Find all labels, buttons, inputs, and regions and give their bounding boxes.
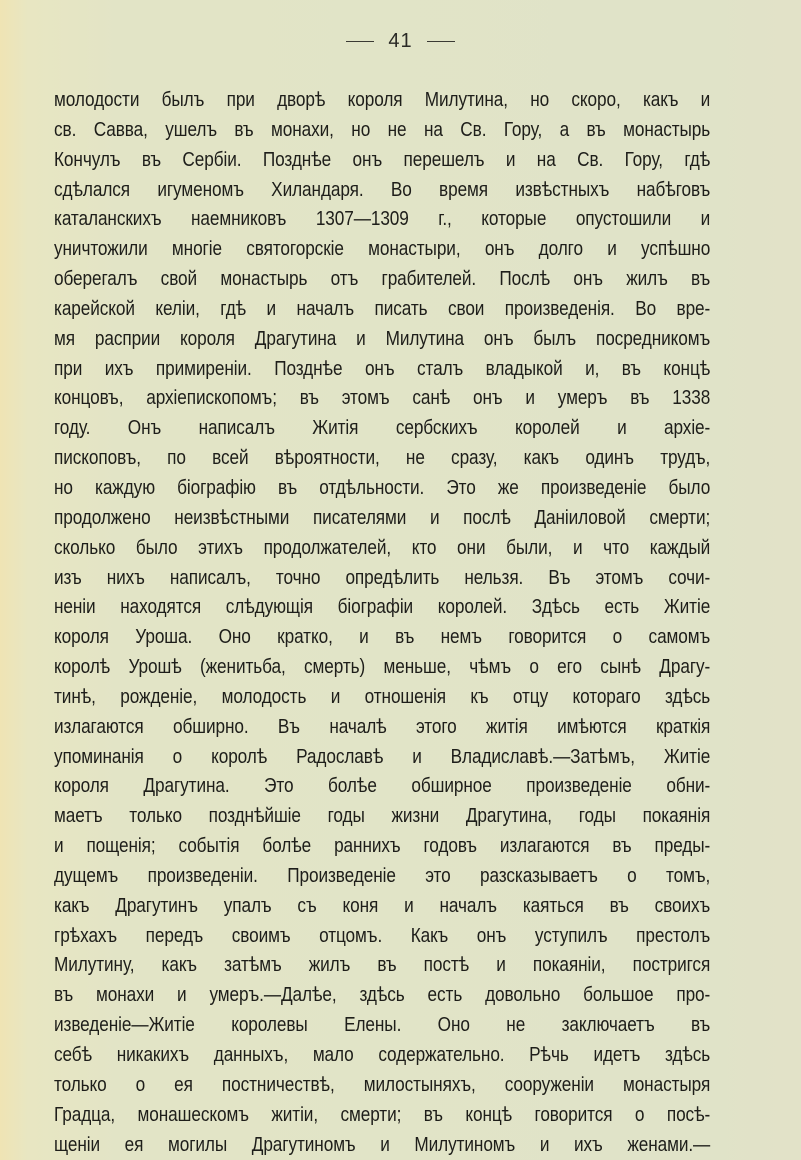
page-number: 41	[388, 30, 413, 52]
text-line: короля Уроша. Оно кратко, и въ немъ говорится о самомъ	[54, 626, 711, 649]
text-line: упоминанія о королѣ Радославѣ и Владиславѣ.—Затѣмъ, Житіе	[54, 745, 711, 768]
text-line: щеніи ея могилы Драгутиномъ и Милутиномъ и ихъ женами.—	[54, 1133, 711, 1156]
left-dash	[346, 41, 374, 43]
text-line: пископовъ, по всей вѣроятности, не сразу, какъ одинъ трудъ,	[54, 447, 711, 470]
text-line: карейской келіи, гдѣ и началъ писать свои произведенія. Во вре-	[54, 297, 711, 320]
text-line: тинѣ, рожденіе, молодость и отношенія къ отцу котораго здѣсь	[54, 685, 711, 708]
text-line: молодости былъ при дворѣ короля Милутина, но скоро, какъ и	[54, 89, 711, 111]
text-line: уничтожили многіе святогорскіе монастыри, онъ долго и успѣшно	[54, 238, 711, 261]
text-line: какъ Драгутинъ упалъ съ коня и началъ каяться въ своихъ	[54, 894, 711, 917]
text-line: маетъ только позднѣйшіе годы жизни Драгутина, годы покаянія	[54, 805, 711, 828]
text-line: излагаются обширно. Въ началѣ этого житія имѣются краткія	[54, 715, 711, 738]
text-line: неніи находятся слѣдующія біографіи королей. Здѣсь есть Житіе	[54, 596, 711, 619]
text-line: продолжено неизвѣстными писателями и послѣ Даніиловой смерти;	[54, 506, 711, 529]
text-line: но каждую біографію въ отдѣльности. Это же произведеніе было	[54, 476, 711, 499]
text-line: году. Онъ написалъ Житія сербскихъ королей и архіе-	[54, 417, 711, 440]
right-dash	[427, 41, 455, 43]
text-line: св. Савва, ушелъ въ монахи, но не на Св. Гору, а въ монастырь	[54, 118, 711, 141]
text-line: оберегалъ свой монастырь отъ грабителей. Послѣ онъ жилъ въ	[54, 268, 711, 291]
text-line: Кончулъ въ Сербіи. Позднѣе онъ перешелъ и на Св. Гору, гдѣ	[54, 148, 711, 171]
text-line: сколько было этихъ продолжателей, кто они были, и что каждый	[54, 536, 711, 559]
text-line: при ихъ примиреніи. Позднѣе онъ сталъ владыкой и, въ концѣ	[54, 357, 711, 380]
text-line: мя расприи короля Драгутина и Милутина онъ былъ посредникомъ	[54, 327, 711, 350]
text-line: и пощенія; событія болѣе раннихъ годовъ излагаются въ преды-	[54, 835, 711, 858]
text-line: только о ея постничествѣ, милостыняхъ, сооруженіи монастыря	[54, 1073, 711, 1096]
text-line: грѣхахъ передъ своимъ отцомъ. Какъ онъ уступилъ престолъ	[54, 924, 711, 947]
text-line: изведеніе—Житіе королевы Елены. Оно не заключаетъ въ	[54, 1014, 711, 1037]
text-line: каталанскихъ наемниковъ 1307—1309 г., которые опустошили и	[54, 208, 711, 231]
text-line: короля Драгутина. Это болѣе обширное произведеніе обни-	[54, 775, 711, 798]
text-line: концовъ, архіепископомъ; въ этомъ санѣ онъ и умеръ въ 1338	[54, 387, 711, 410]
text-line: изъ нихъ написалъ, точно опредѣлить нельзя. Въ этомъ сочи-	[54, 566, 711, 589]
text-line: Милутину, какъ затѣмъ жилъ въ постѣ и покаяніи, постригся	[54, 954, 711, 977]
text-line: королѣ Урошѣ (женитьба, смерть) меньше, чѣмъ о его сынѣ Драгу-	[54, 656, 711, 679]
page-number-header	[0, 30, 801, 53]
text-line: сдѣлался игуменомъ Хиландаря. Во время извѣстныхъ набѣговъ	[54, 178, 711, 201]
body-text	[54, 86, 710, 1160]
text-line: дущемъ произведеніи. Произведеніе это разсказываетъ о томъ,	[54, 864, 711, 887]
text-line: себѣ никакихъ данныхъ, мало содержательно. Рѣчь идетъ здѣсь	[54, 1044, 711, 1066]
text-line: въ монахи и умеръ.—Далѣе, здѣсь есть довольно большое про-	[54, 984, 711, 1007]
text-line: Градца, монашескомъ житіи, смерти; въ концѣ говорится о посѣ-	[54, 1103, 711, 1126]
